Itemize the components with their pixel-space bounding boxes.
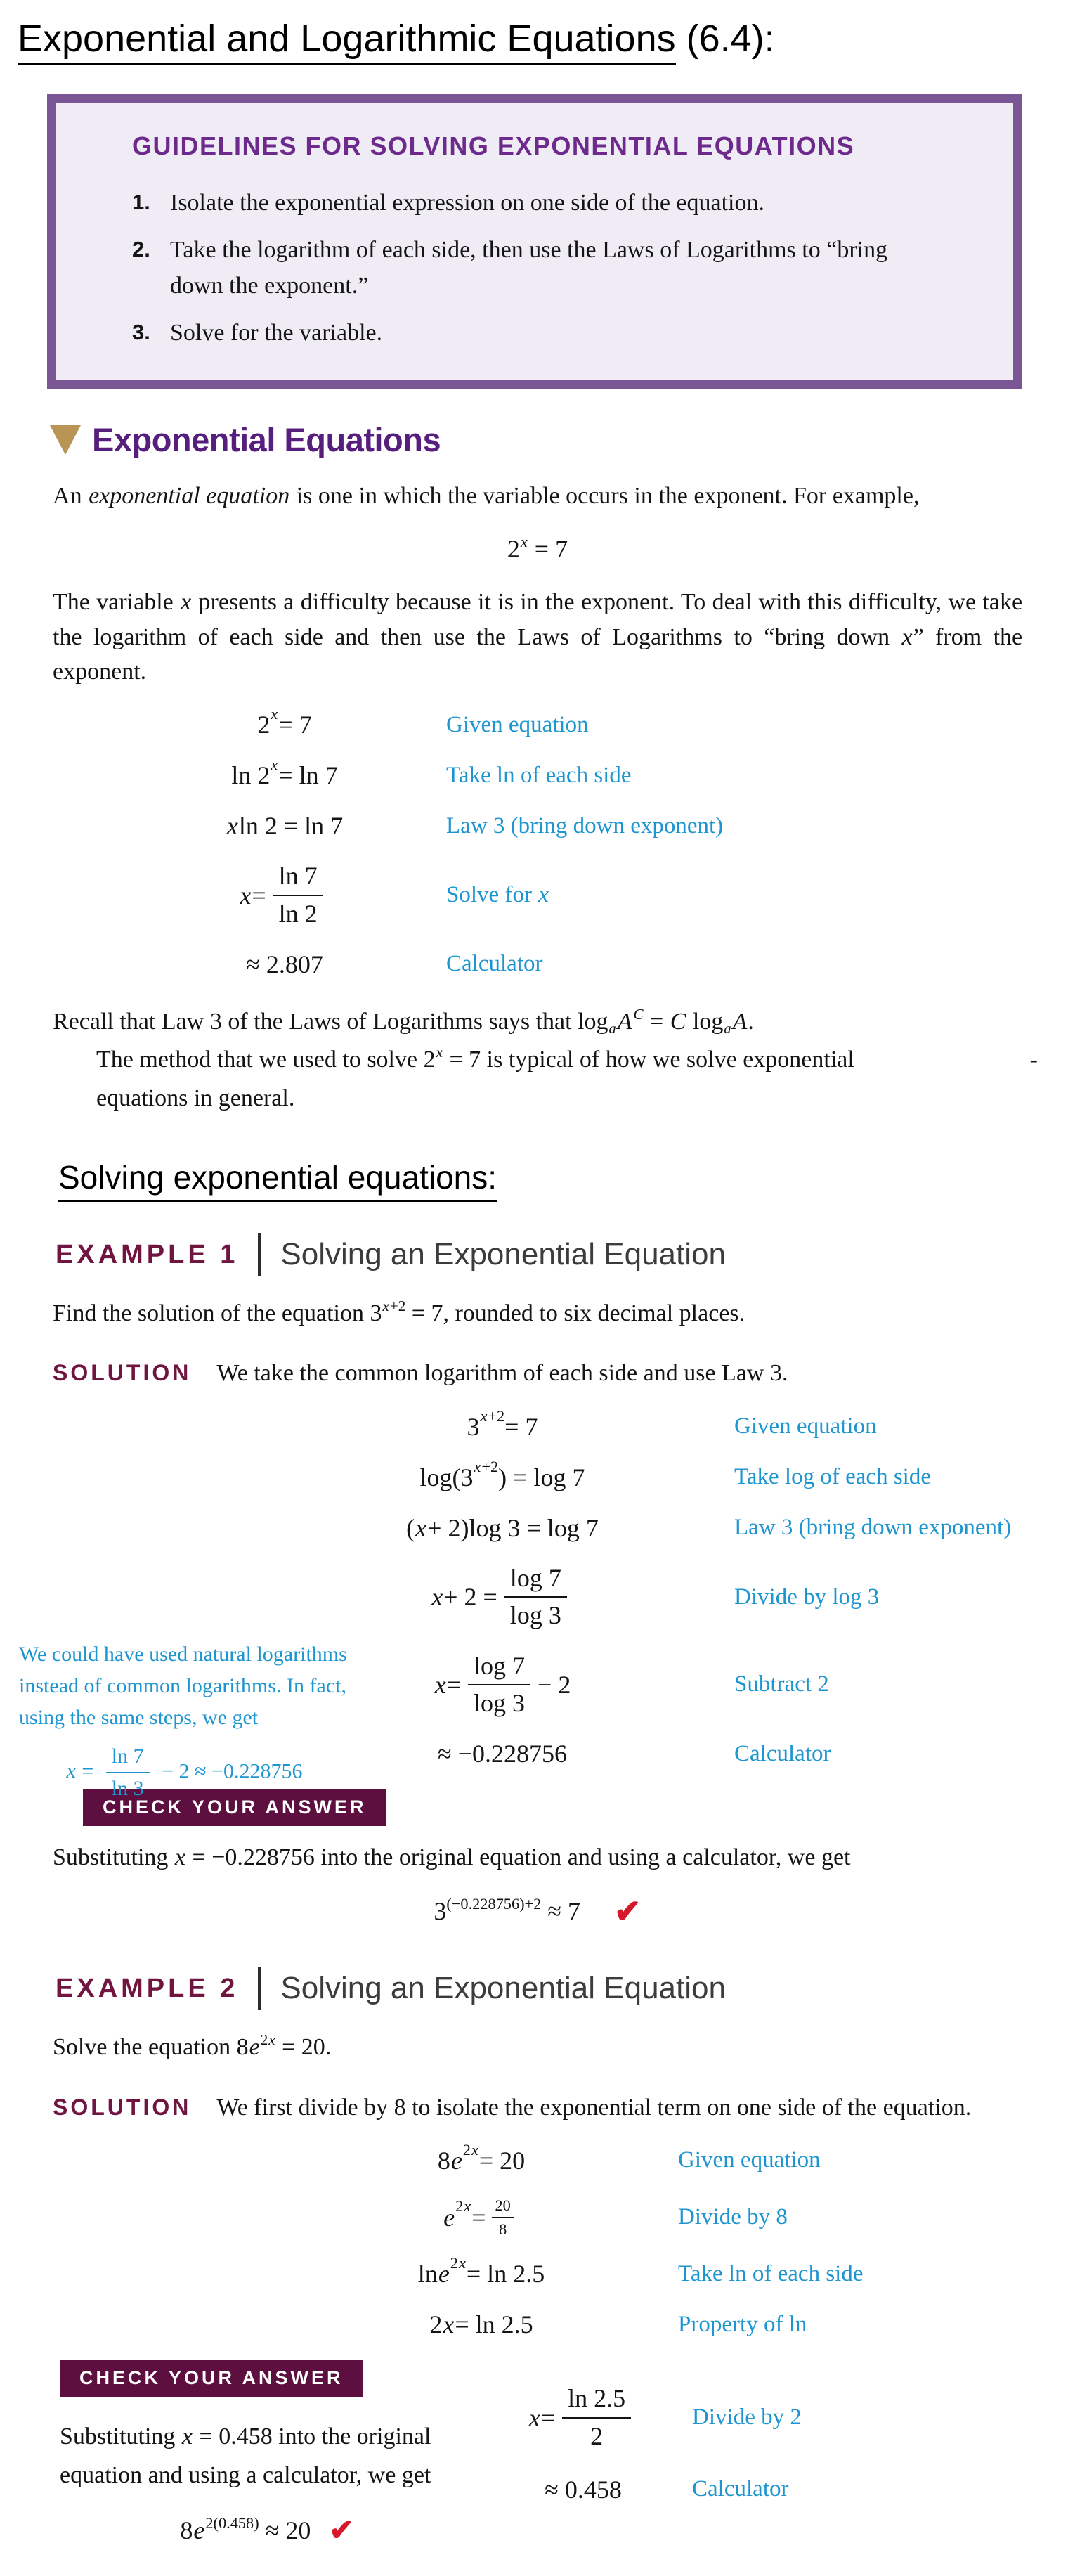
check-answer-badge: CHECK YOUR ANSWER	[60, 2360, 363, 2397]
step-annotation: Take log of each side	[734, 1464, 931, 1490]
margin-note-equation: x = $\frac{\ln 7}{\ln 3}$ − 2 ≈ −0.228756	[66, 1744, 303, 1801]
derivation-row	[53, 705, 1022, 739]
guideline-number: 1.	[132, 190, 150, 214]
recall-paragraph	[53, 1003, 1038, 1118]
example2-solution-intro	[53, 2090, 1022, 2125]
derivation-row	[53, 862, 1022, 928]
guideline-text: Solve for the variable.	[170, 320, 383, 346]
step-annotation: Law 3 (bring down exponent)	[446, 813, 724, 839]
derivation-row	[53, 756, 1022, 790]
example-title: Solving an Exponential Equation	[280, 1971, 726, 2006]
example-title: Solving an Exponential Equation	[280, 1237, 726, 1272]
equation: 2 x = ln 2.5	[429, 2310, 533, 2339]
guideline-number: 2.	[132, 237, 150, 261]
recall-line: equations in general.	[96, 1085, 295, 1111]
header-divider	[258, 1233, 261, 1276]
solution-label: SOLUTION	[53, 1360, 192, 1386]
derivation-row	[474, 2384, 802, 2451]
example-label: EXAMPLE 2	[56, 1973, 239, 2003]
check-answer-badge: CHECK YOUR ANSWER	[83, 1789, 386, 1826]
check-answer-equation-line	[53, 1892, 1022, 1930]
step-annotation: Take ln of each side	[446, 762, 632, 788]
example2-problem: Solve the equation $8e^{2x} = 20$.	[53, 2031, 332, 2061]
equation: ln 2 $^x$ = ln 7	[231, 756, 338, 790]
check-answer-2	[53, 2360, 474, 2548]
step-annotation: Given equation	[678, 2147, 821, 2173]
triangle-marker-icon	[50, 425, 81, 455]
step-annotation: Calculator	[446, 951, 543, 977]
guideline-text: Take the logarithm of each side, then use the Laws of Logarithms to “bring down the exponent.”	[170, 237, 888, 299]
derivation-row	[53, 1513, 1022, 1543]
solution-text: We take the common logarithm of each side and use Law 3.	[216, 1360, 788, 1387]
guideline-number: 3.	[132, 320, 150, 344]
equation: x + 2 = $\frac{\log 7}{\log 3}$	[292, 1564, 713, 1631]
check-equation: $3^{(-0.228756)+2} \approx 7$	[434, 1895, 581, 1926]
equation: x ln 2 = ln 7	[226, 812, 344, 841]
check-answer-text: Substituting x = 0.458 into the original equation and using a calculator, we get	[60, 2423, 431, 2488]
guideline-item	[132, 232, 971, 304]
derivation-row	[53, 2254, 1022, 2289]
example2-bottom-zone	[53, 2360, 1022, 2548]
guideline-item	[132, 185, 971, 221]
derivation-row	[53, 1564, 1022, 1631]
check-answer-equation-line	[60, 2513, 474, 2548]
margin-note	[19, 1638, 349, 1801]
step-annotation: Divide by 8	[678, 2204, 788, 2230]
equation: e $^{2x}$ = $\frac{20}{8}$	[306, 2196, 657, 2238]
equation: ≈ −0.228756	[437, 1740, 568, 1768]
step-annotation: Divide by log 3	[734, 1584, 880, 1610]
difficulty-paragraph: The variable x presents a difficulty because it is in the exponent. To deal with this difficulty, we take the logarithm of each side and then use the Laws of Logarithms to “bring down x” from the exponent.	[53, 589, 1023, 685]
step-annotation: Subtract 2	[734, 1671, 829, 1697]
equation: 2 $^x$ = 7	[257, 705, 312, 739]
page-title-main: Exponential and Logarithmic Equations	[18, 18, 676, 65]
guidelines-box	[47, 94, 1022, 389]
display-equation: 2$^x$ = 7	[507, 533, 568, 564]
header-divider	[258, 1967, 261, 2010]
step-annotation: Given equation	[446, 711, 589, 737]
stray-dash: -	[1029, 1047, 1038, 1073]
equation: log(3 $^{x +2}$ ) = log 7	[419, 1457, 585, 1491]
recall-line	[96, 1041, 1038, 1079]
guideline-text: Isolate the exponential expression on one side of the equation.	[170, 190, 764, 216]
solution-text: We first divide by 8 to isolate the exponential term on one side of the equation.	[216, 2094, 972, 2121]
section-heading-label: Exponential Equations	[92, 421, 441, 458]
derivation-row	[53, 950, 1022, 979]
derivation-row	[53, 2310, 1022, 2339]
guidelines-title: GUIDELINES FOR SOLVING EXPONENTIAL EQUATIONS	[132, 131, 855, 160]
check-answer-text: Substituting x = −0.228756 into the original equation and using a calculator, we get	[53, 1844, 851, 1871]
guideline-item	[132, 315, 971, 351]
intro-paragraph: An exponential equation is one in which the variable occurs in the exponent. For example,	[53, 483, 920, 509]
check-equation: $8e^{2(0.458)} \approx 20$	[180, 2513, 311, 2544]
derivation-row	[53, 1406, 1022, 1442]
equation: ln e $^{2x}$ = ln 2.5	[417, 2254, 545, 2289]
solving-heading-text: Solving exponential equations:	[58, 1159, 497, 1202]
example2-header	[56, 1967, 1022, 2010]
example1-solution-intro	[53, 1356, 1022, 1390]
step-annotation: Calculator	[734, 1740, 831, 1766]
equation: x = $\frac{\log 7}{\log 3}$ − 2	[434, 1651, 571, 1717]
step-annotation: Take ln of each side	[678, 2260, 864, 2286]
step-annotation: Calculator	[692, 2476, 789, 2502]
solution-label: SOLUTION	[53, 2094, 192, 2120]
solving-heading	[58, 1158, 1022, 1196]
step-annotation: Property of ln	[678, 2311, 807, 2337]
derivation-block-3	[53, 2140, 1022, 2339]
page-title-section-number: (6.4):	[675, 18, 775, 60]
derivation-block-2	[19, 1406, 1022, 1801]
derivation-block-1	[53, 705, 1022, 979]
page-title	[11, 17, 1022, 60]
derivation-row	[53, 2140, 1022, 2175]
example1-problem: Find the solution of the equation $3^{x+2} = 7$, rounded to six decimal places.	[53, 1297, 745, 1327]
section-heading	[50, 420, 1022, 459]
checkmark-icon: ✔	[614, 1894, 642, 1930]
equation: x = $\frac{\ln 2.5}{2}$	[495, 2384, 671, 2451]
example-label: EXAMPLE 1	[56, 1239, 239, 1269]
recall-line-text: The method that we used to solve 2$^x$ = 7 is typical of how we solve exponential	[96, 1044, 854, 1073]
margin-note-text: We could have used natural logarithms instead of common logarithms. In fact, using the same steps, we get	[19, 1642, 347, 1729]
step-annotation: Given equation	[734, 1413, 877, 1439]
equation: ≈ 0.458	[545, 2475, 622, 2504]
derivation-row	[474, 2475, 802, 2504]
check-answer-1	[53, 1789, 1022, 1930]
step-annotation: Divide by 2	[692, 2405, 802, 2431]
equation: 8 e $^{2x}$ = 20	[437, 2140, 526, 2175]
equation: 3 $^{x +2}$ = 7	[467, 1406, 538, 1441]
equation: ≈ 2.807	[246, 950, 323, 978]
derivation-block-3-continued	[474, 2360, 802, 2548]
derivation-row	[53, 2196, 1022, 2238]
derivation-row	[53, 1457, 1022, 1492]
equation: ( x + 2)log 3 = log 7	[406, 1513, 599, 1542]
equation: x = $\frac{\ln 7}{\ln 2}$	[144, 862, 425, 928]
checkmark-icon: ✔	[329, 2514, 354, 2547]
step-annotation: Law 3 (bring down exponent)	[734, 1515, 1012, 1541]
recall-line: Recall that Law 3 of the Laws of Logarithms says that $\log_aA^C = C$ $\log_aA$.	[53, 1005, 754, 1037]
step-annotation: Solve for x	[446, 882, 549, 908]
example1-header	[56, 1233, 1022, 1276]
derivation-row	[53, 811, 1022, 841]
